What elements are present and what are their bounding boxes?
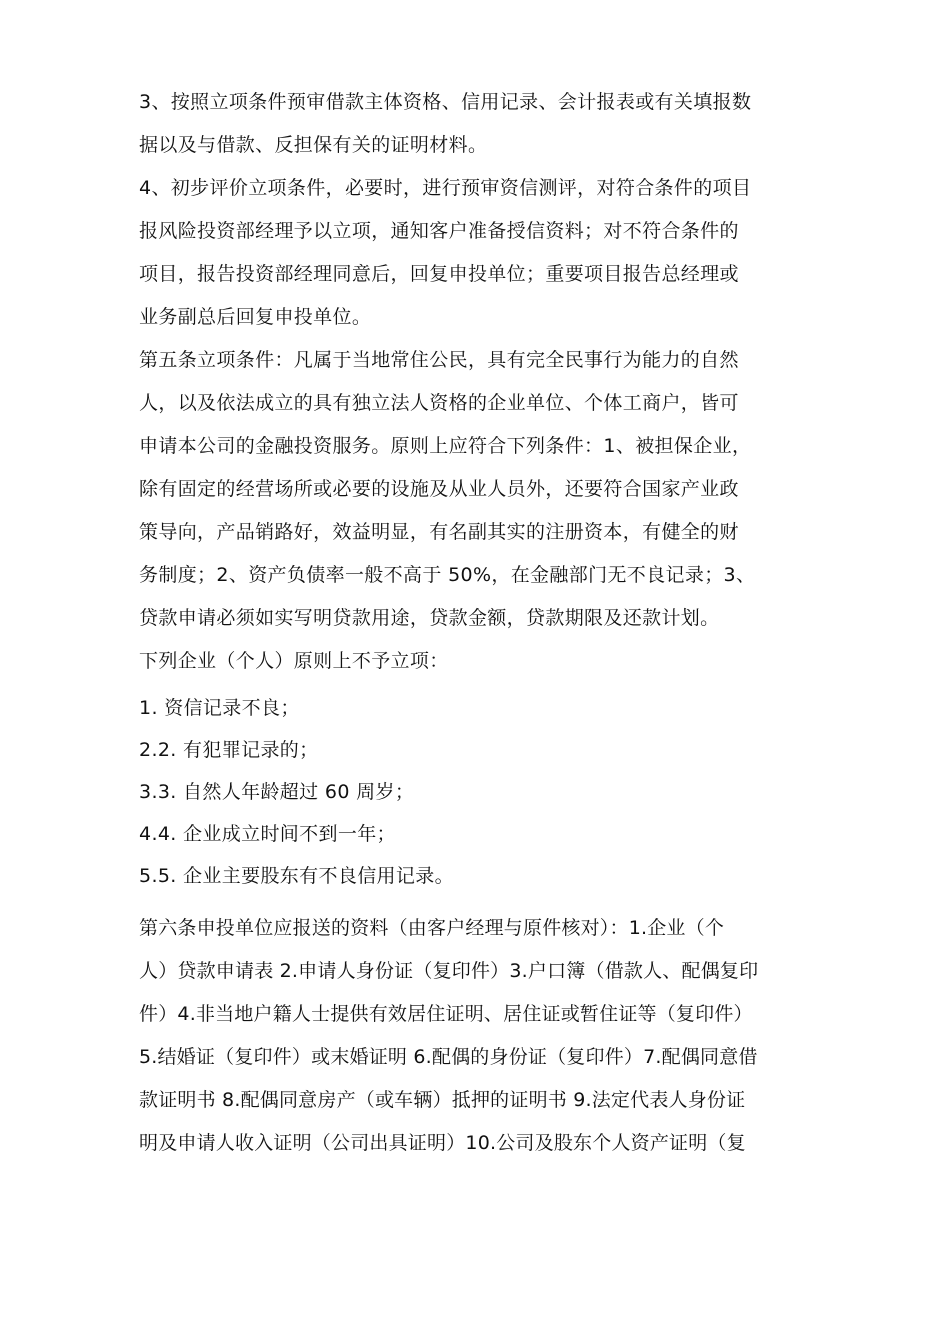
text-line: 4、初步评价立项条件，必要时，进行预审资信测评，对符合条件的项目 [139,177,752,199]
text-line: 第五条立项条件：凡属于当地常住公民，具有完全民事行为能力的自然 [139,349,739,371]
text-line: 人，以及依法成立的具有独立法人资格的企业单位、个体工商户，皆可 [139,392,739,414]
text-line: 项目，报告投资部经理同意后，回复申投单位；重要项目报告总经理或 [139,263,739,285]
list-item: 1. 资信记录不良； [139,697,300,719]
text-line: 策导向，产品销路好，效益明显，有名副其实的注册资本，有健全的财 [139,521,739,543]
text-line: 据以及与借款、反担保有关的证明材料。 [139,134,488,156]
text-line: 件）4.非当地户籍人士提供有效居住证明、居住证或暂住证等（复印件） [139,1003,753,1025]
text-line: 申请本公司的金融投资服务。原则上应符合下列条件：1、被担保企业， [139,435,752,457]
text-line: 贷款申请必须如实写明贷款用途，贷款金额，贷款期限及还款计划。 [139,607,720,629]
text-line: 第六条申投单位应报送的资料（由客户经理与原件核对）：1.企业（个 [139,917,725,939]
list-item: 4.4. 企业成立时间不到一年； [139,823,396,845]
text-line: 款证明书 8.配偶同意房产（或车辆）抵押的证明书 9.法定代表人身份证 [139,1089,746,1111]
text-line: 业务副总后回复申投单位。 [139,306,372,328]
text-line: 5.结婚证（复印件）或末婚证明 6.配偶的身份证（复印件）7.配偶同意借 [139,1046,758,1068]
text-line: 务制度；2、资产负债率一般不高于 50%，在金融部门无不良记录；3、 [139,564,756,586]
text-line: 下列企业（个人）原则上不予立项： [139,650,449,672]
list-item: 5.5. 企业主要股东有不良信用记录。 [139,865,454,887]
list-item: 2.2. 有犯罪记录的； [139,739,319,761]
list-item: 3.3. 自然人年龄超过 60 周岁； [139,781,415,803]
text-line: 3、按照立项条件预审借款主体资格、信用记录、会计报表或有关填报数 [139,91,752,113]
text-line: 人）贷款申请表 2.申请人身份证（复印件）3.户口簿（借款人、配偶复印 [139,960,759,982]
text-line: 明及申请人收入证明（公司出具证明）10.公司及股东个人资产证明（复 [139,1132,746,1154]
text-line: 除有固定的经营场所或必要的设施及从业人员外，还要符合国家产业政 [139,478,739,500]
text-line: 报风险投资部经理予以立项，通知客户准备授信资料；对不符合条件的 [139,220,739,242]
